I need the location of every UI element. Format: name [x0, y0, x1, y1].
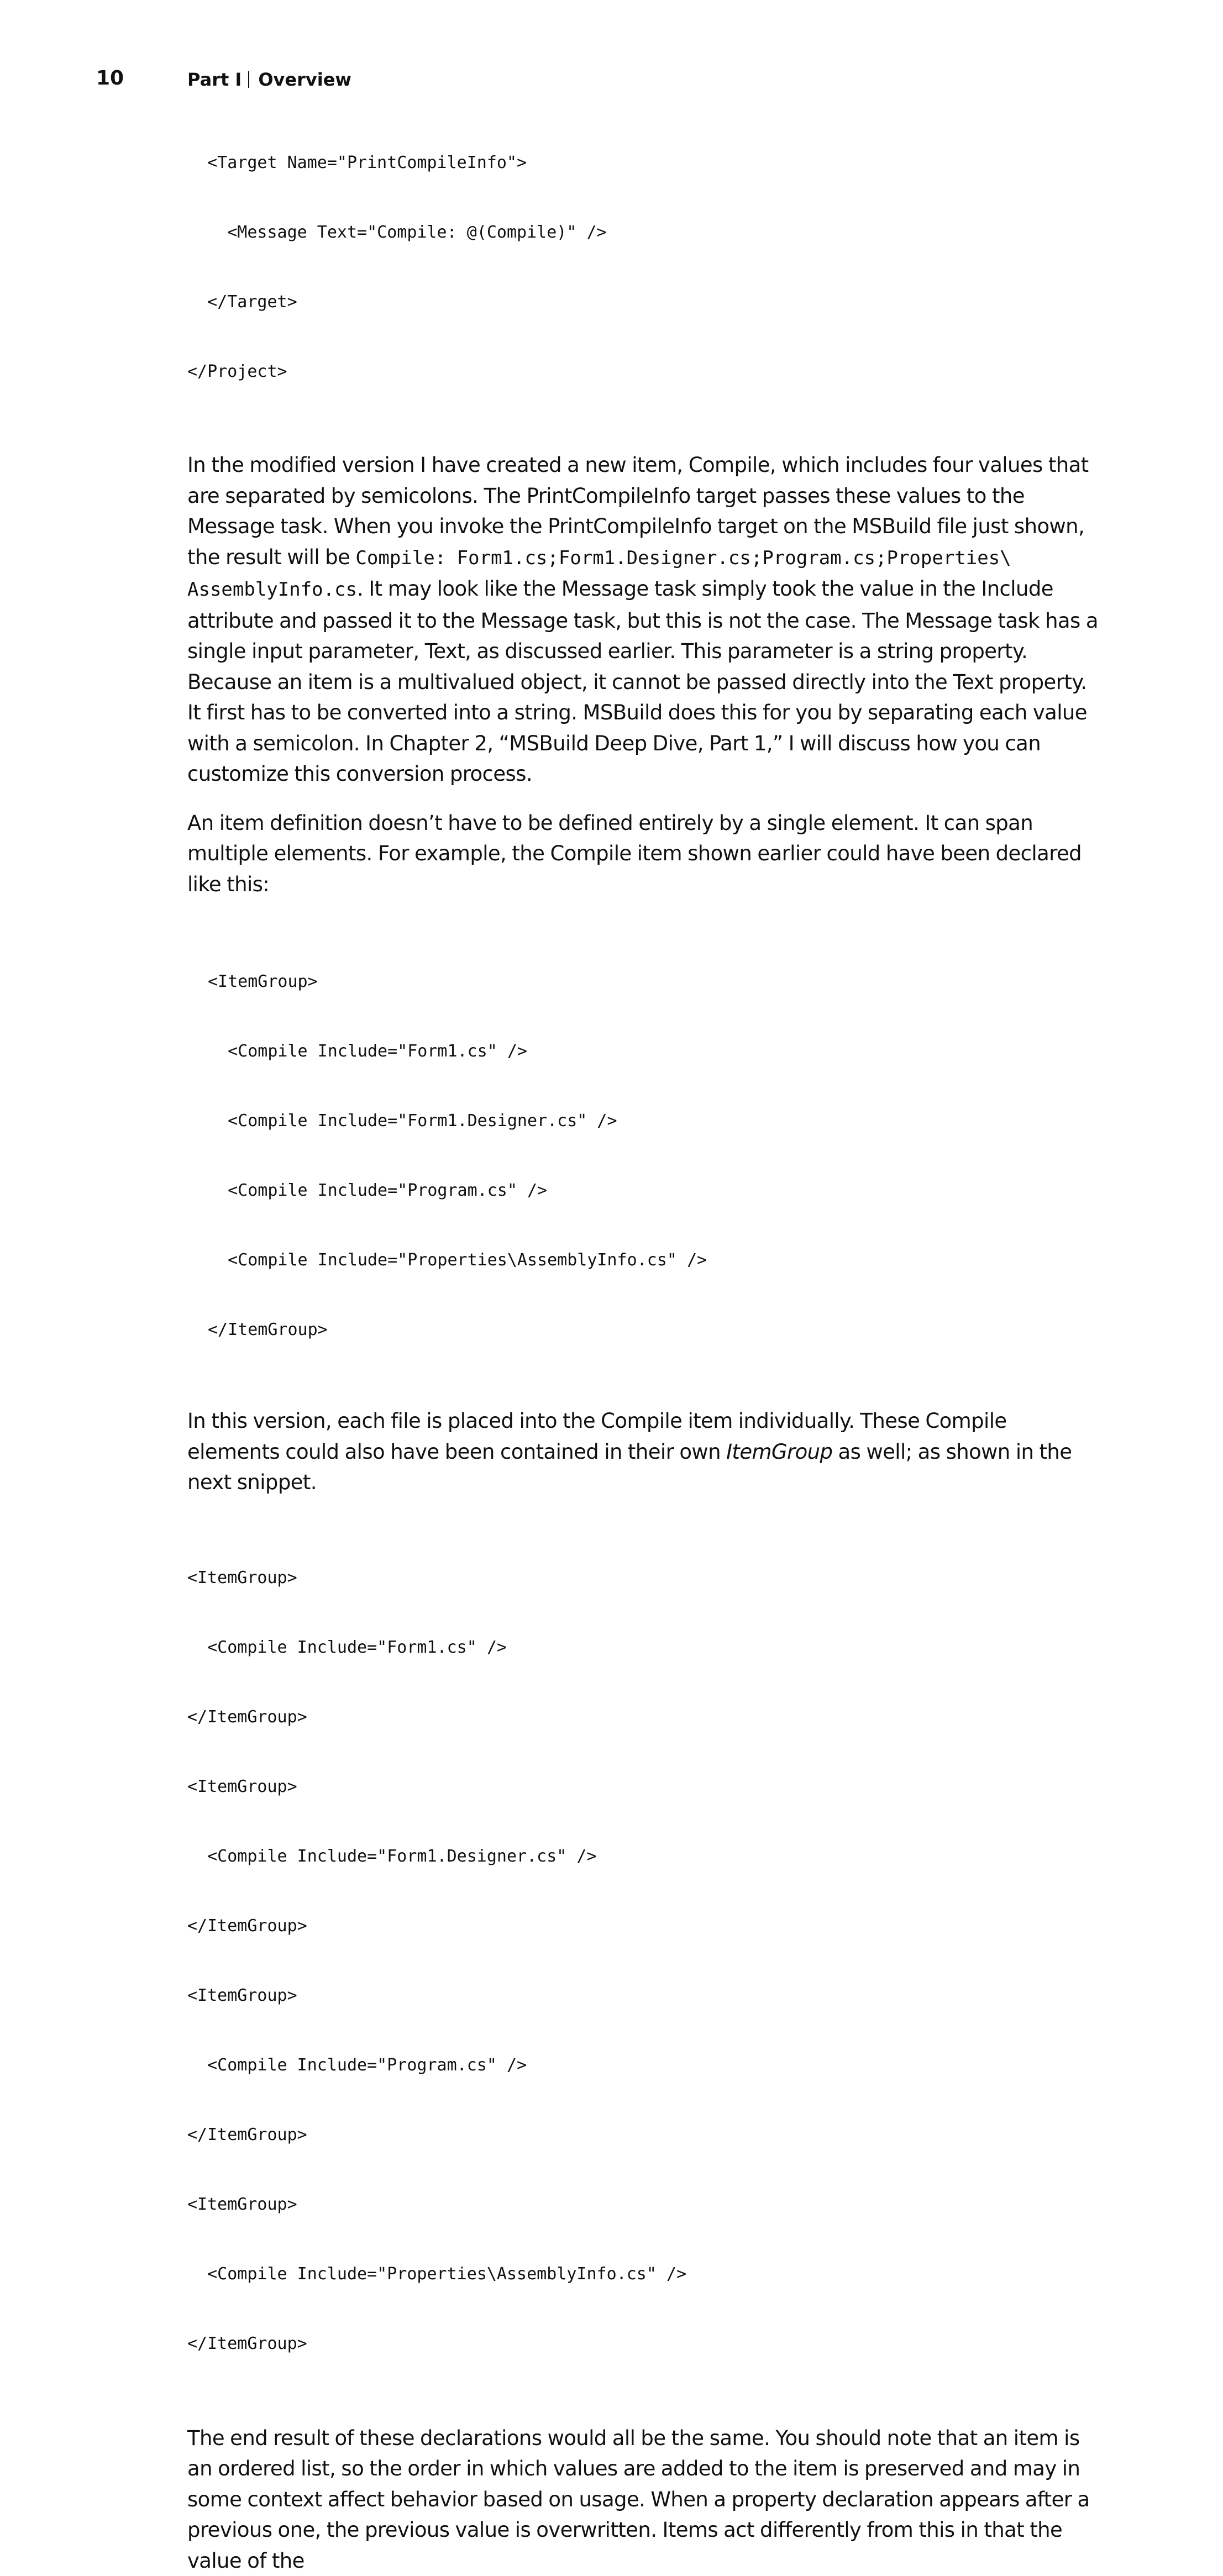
paragraph-individual-items — [187, 1406, 1099, 1498]
paragraph-text: In the modified version I have created a new item, Compile, which includes four values that are separated by semicolons. The PrintCompileInfo target passes these values to the Message task. When you invoke the PrintCompileInfo target on the MSBuild file just shown, the result will be — [187, 453, 1089, 569]
code-block-multiple-itemgroups — [187, 1520, 1099, 2402]
paragraph-item-definition: An item definition doesn’t have to be defined entirely by a single element. It can span multiple elements. For example, the Compile item shown earlier could have been declared like this: — [187, 808, 1099, 900]
code-line: </Project> — [187, 360, 1099, 383]
code-line: </ItemGroup> — [187, 2332, 1099, 2356]
code-line: <ItemGroup> — [187, 1775, 1099, 1799]
code-line: <Message Text="Compile: @(Compile)" /> — [187, 221, 1099, 244]
code-line: </Target> — [187, 291, 1099, 314]
paragraph-text: . It may look like the Message task simply took the value in the Include attribute and passed it to the Message task, but this is not the case. The Message task has a single input parameter, Text, as discussed earlier. This parameter is a string property. Because an item is a multivalued object, it cannot be passed directly into the Text property. It first has to be converted into a string. MSBuild does this for you by separating each value with a semicolon. In Chapter 2, “MSBuild Deep Dive, Part 1,” I will discuss how you can customize this conversion process. — [187, 577, 1098, 786]
page-number: 10 — [96, 65, 124, 92]
code-line: <ItemGroup> — [187, 1984, 1099, 2007]
running-head-part: Part I — [187, 69, 242, 90]
emphasis-itemgroup: ItemGroup — [726, 1440, 832, 1464]
code-line: <Compile Include="Program.cs" /> — [187, 2054, 1099, 2077]
code-line: <Target Name="PrintCompileInfo"> — [187, 151, 1099, 175]
code-line: <ItemGroup> — [187, 2193, 1099, 2216]
paragraph-compile-item — [187, 450, 1099, 790]
page-body — [187, 105, 1099, 2576]
code-block-target — [187, 105, 1099, 430]
paragraph-text: In this version, each file is placed into the Compile item individually. These Compile elements could also have been contained in their own — [187, 1409, 1007, 1464]
code-line: <Compile Include="Form1.cs" /> — [187, 1636, 1099, 1659]
code-line: </ItemGroup> — [187, 2123, 1099, 2147]
code-block-itemgroup — [187, 924, 1099, 1388]
code-line: <ItemGroup> — [187, 1566, 1099, 1590]
code-line: </ItemGroup> — [208, 1318, 1099, 1342]
code-line: </ItemGroup> — [187, 1706, 1099, 1729]
paragraph-end-result: The end result of these declarations would all be the same. You should note that an item is an ordered list, so the order in which values are added to the item is preserved and may in some context affect behavior based on usage. When a property declaration appears after a previous one, the previous value is overwritten. Items act differently from this in that the value of the — [187, 2423, 1099, 2576]
code-line: <Compile Include="Form1.Designer.cs" /> — [208, 1110, 1099, 1133]
code-line: <Compile Include="Properties\AssemblyInfo.cs" /> — [208, 1249, 1099, 1272]
code-line: <Compile Include="Form1.Designer.cs" /> — [187, 1845, 1099, 1868]
running-head — [187, 67, 351, 92]
running-head-section: Overview — [258, 69, 351, 90]
code-line: <Compile Include="Form1.cs" /> — [208, 1040, 1099, 1063]
inline-code-result: Compile: Form1.cs;Form1.Designer.cs;Program.cs;Properties\ AssemblyInfo.cs — [187, 547, 1011, 601]
code-line: <Compile Include="Program.cs" /> — [208, 1179, 1099, 1202]
paragraph-text: as well; as shown in the next snippet. — [187, 1440, 1072, 1495]
running-head-separator — [248, 71, 249, 88]
code-line: </ItemGroup> — [187, 1915, 1099, 1938]
code-line: <ItemGroup> — [208, 970, 1099, 993]
code-line: <Compile Include="Properties\AssemblyInfo.cs" /> — [187, 2263, 1099, 2286]
